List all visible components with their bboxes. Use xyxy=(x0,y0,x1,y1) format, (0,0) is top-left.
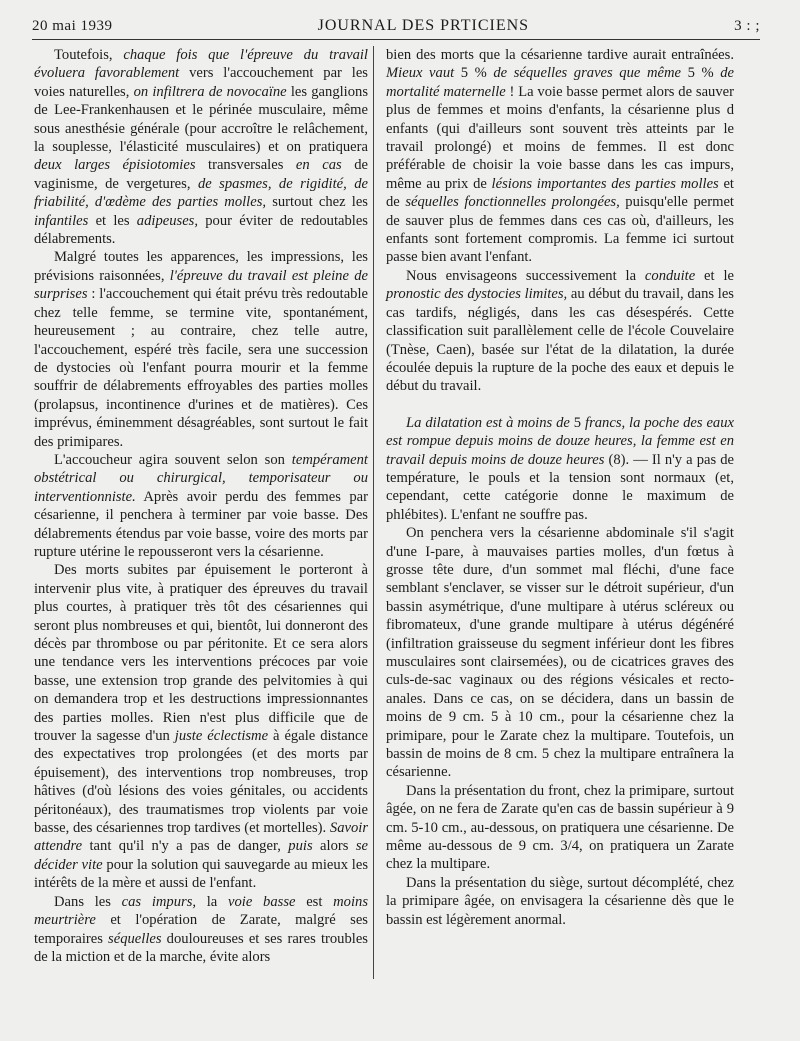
text-run: bien des morts que la césarienne tardive aurait entraînées. xyxy=(386,47,734,63)
italic-text: Savoir attendre xyxy=(34,820,368,855)
italic-text: pronostic des dystocies limites, xyxy=(386,286,568,303)
text-run: (8). — Il n'y a pas de température, le pouls et la tension sont normaux (et, cependant, cette catégorie donne le maximum de phlébites). L'enfant ne souffre pas. xyxy=(386,451,734,523)
text-run: Toutefois, xyxy=(54,47,124,63)
text-run: Dans la présentation du front, chez la primipare, surtout âgée, on ne fera de Zarate qu'en cas de bassin supérieur à 9 cm. 5-10 cm., au-dessous, on pratiquera une césarienne. De même au-dessous de 9 cm. 3/4, on pratiquera un Zarate chez la multipare. xyxy=(386,782,734,873)
text-run: et le xyxy=(695,267,734,284)
text-run: la xyxy=(196,893,229,910)
text-run: de vaginisme, de vergetures, xyxy=(34,157,368,192)
text-run: puisqu'elle permet de sauver plus de femmes dans ces cas où, d'ailleurs, les enfants sont fortement compromis. La femme ici surtout passe bien avant l'enfant. xyxy=(386,194,734,266)
italic-text: se décider vite xyxy=(34,838,368,873)
italic-text: voie basse xyxy=(228,893,296,910)
text-run: Dans la présentation du siège, surtout décomplété, chez la primipare âgée, on envisagera la césarienne dès que le bassin est légèrement anormal. xyxy=(386,874,734,928)
header-rule xyxy=(32,39,760,40)
italic-text: tempérament obstétrical ou chirurgical, temporisateur ou interventionniste. xyxy=(34,451,368,505)
italic-text: de mortalité maternelle xyxy=(386,65,734,100)
running-header xyxy=(32,16,760,36)
text-run: pour éviter de redoutables délabrements. xyxy=(34,212,368,248)
text-run: Malgré toutes les apparences, les impressions, les prévisions raisonnées, xyxy=(34,249,368,284)
italic-text: on infiltrera de novocaïne xyxy=(133,83,287,100)
italic-text: francs, la poche des eaux est rompue depuis moins de douze heures, la femme est en travail depuis moins de douze heures xyxy=(386,414,734,468)
text-run: douloureuses et ses rares troubles de la miction et de la marche, évite alors xyxy=(34,930,368,965)
paragraph-r1 xyxy=(386,46,734,267)
text-run: 5 xyxy=(569,414,586,431)
text-run: Des morts subites par épuisement le porteront à intervenir plus vite, à pratiquer des épreuves du travail plus courtes, à pratiquer très tôt des césariennes qui seront plus nombreuses et qui, bientôt, lui donneront des décès par thrombose ou par péritonite. Et ce sera alors une tendance vers les interventions précoces par voie basse, une extension trop grande des pelvitomies à qui on demandera trop et les destructions impressionnantes des parties molles. Rien n'est plus difficile que de trouver la sagesse d'un xyxy=(34,562,368,745)
paragraph-p3 xyxy=(34,451,368,561)
text-run: alors xyxy=(312,838,356,855)
text-run: : l'accouchement qui était prévu très redoutable chez telle femme, se termine vite, spontanément, heureusement ; au contraire, chez telle autre, l'accouchement, espéré très facile, sera une succession de dystocies où l'enfant pourra mourir et la femme souffrir de délabrements effroyables des parties molles (prolapsus, incontinence d'urines et de matières). Ces imprévus, éminemment désagréables, sont surtout le fait des primipares. xyxy=(34,286,368,450)
italic-text: séquelles xyxy=(108,930,162,947)
text-run: les ganglions de Lee-Frankenhausen et le périnée musculaire, même sous anesthésie générale (pour accroître le relâchement, la souplesse, l'élasticité musculaires) et on pratiquera xyxy=(34,83,368,156)
text-run: est xyxy=(295,893,334,910)
text-run: ! La voie basse permet alors de sauver plus de femmes et moins d'enfants, la césarienne plus d enfants (qui d'ailleurs sont souvent très atteints par le travail prolongé) et moins de femmes. Il est donc préférable de choisir la voie basse dans les cas impurs, même au prix de xyxy=(386,83,734,192)
right-column xyxy=(386,46,734,929)
paragraph-r2 xyxy=(386,267,734,396)
text-run: et de xyxy=(386,175,734,211)
italic-text: moins meurtrière xyxy=(34,893,369,929)
italic-text: de séquelles graves que même xyxy=(493,65,681,82)
text-run: 5 % xyxy=(454,65,494,82)
text-run: transversales xyxy=(195,157,296,174)
italic-text: lésions importantes des parties molles xyxy=(491,175,719,192)
text-run: et l'opération de Zarate, malgré ses temporaires xyxy=(34,912,368,947)
text-run: à égale distance des expectatives trop prolongées (et des morts par épuisement), des interventions trop nombreuses, trop hâtives (d'où lésions des voies génitales, ou accidents péritonéaux), des traumatismes trop violents par voie basse, des césariennes trop tardives (et mortelles). xyxy=(34,728,369,837)
text-run: pour la solution qui sauvegarde au mieux les intérêts de la mère et aussi de l'enfant. xyxy=(34,856,368,892)
italic-text: deux larges épisiotomies xyxy=(34,157,196,174)
italic-text: juste éclectisme xyxy=(174,728,269,745)
paragraph-r6 xyxy=(386,874,734,929)
page-number: 3 : ; xyxy=(734,17,760,34)
text-run: vers l'accouchement par les voies naturelles, xyxy=(34,65,368,100)
italic-text: puis xyxy=(288,838,313,855)
text-run: et les xyxy=(88,212,137,229)
paragraph-p5 xyxy=(34,893,368,967)
italic-text: l'épreuve du travail est pleine de surprises xyxy=(34,267,368,303)
journal-title: JOURNAL DES PRTICIENS xyxy=(317,17,530,34)
paragraph-r5 xyxy=(386,782,734,874)
text-run: 5 % xyxy=(681,65,721,82)
italic-text: de spasmes, de rigidité, de friabilité, d'œdème des parties molles, xyxy=(34,175,368,211)
left-column xyxy=(34,46,368,966)
text-run: Dans les xyxy=(54,893,122,910)
italic-text: conduite xyxy=(644,267,696,284)
paragraph-r3 xyxy=(386,414,734,524)
text-run: On penchera vers la césarienne abdominale s'il s'agit d'une I-pare, à mauvaises parties molles, d'un fœtus à grosse tête dure, d'un sommet mal fléchi, d'une face semblant s'enclaver, se visser sur le détroit supérieur, d'un bassin asymétrique, d'une multipare à utérus scléreux ou fibromateux, d'une grande multipare à utérus dégénéré (infiltration graisseuse du segment inférieur dont les fibres musculaires sont clairsemées), ou de cicatrices graves des culs-de-sac vaginaux ou des régions vésicales et recto-anales. Dans ce cas, on se décidera, dans un bassin de moins de 9 cm. 5 à 10 cm., pour la césarienne chez la primipare, pour le Zarate chez la multipare. Toutefois, un bassin de moins de 8 cm. 5 chez la multipare entraînera la césarienne. xyxy=(386,525,734,781)
italic-text: Mieux vaut xyxy=(386,65,455,82)
italic-text: chaque fois que l'épreuve du travail évoluera favorablement xyxy=(34,47,368,82)
text-run: surtout chez les xyxy=(266,194,368,211)
text-run: Nous envisageons successivement la xyxy=(406,267,645,284)
paragraph-p2 xyxy=(34,248,368,450)
paragraph-r4 xyxy=(386,524,734,782)
text-run: au début du travail, dans les cas tardifs, négligés, dans les cas désespérés. Cette classification suit parallèlement celle de l'école Couvelaire (Tnèse, Caen), basée sur l'état de la dilatation, la durée écoulée depuis la rupture de la poche des eaux et depuis le début du travail. xyxy=(386,286,734,395)
italic-text: La dilatation est à moins de xyxy=(406,414,570,431)
italic-text: adipeuses, xyxy=(136,212,199,229)
paragraph-p4 xyxy=(34,561,368,892)
text-run: L'accoucheur agira souvent selon son xyxy=(54,451,292,468)
italic-text: séquelles fonctionnelles prolongées, xyxy=(405,194,620,211)
paragraph-p1 xyxy=(34,46,368,248)
italic-text: cas impurs, xyxy=(121,893,197,910)
text-run: tant qu'il n'y a pas de danger, xyxy=(82,838,289,855)
column-divider xyxy=(373,46,374,979)
italic-text: infantiles xyxy=(34,212,89,229)
italic-text: en cas xyxy=(295,157,342,174)
header-date: 20 mai 1939 xyxy=(32,17,113,34)
text-run: Après avoir perdu des femmes par césarienne, il penchera à terminer par voie basse. Des délabrements étendus par voie basse, voire des morts par rupture utérine le repousseront vers la césarienne. xyxy=(34,488,368,560)
